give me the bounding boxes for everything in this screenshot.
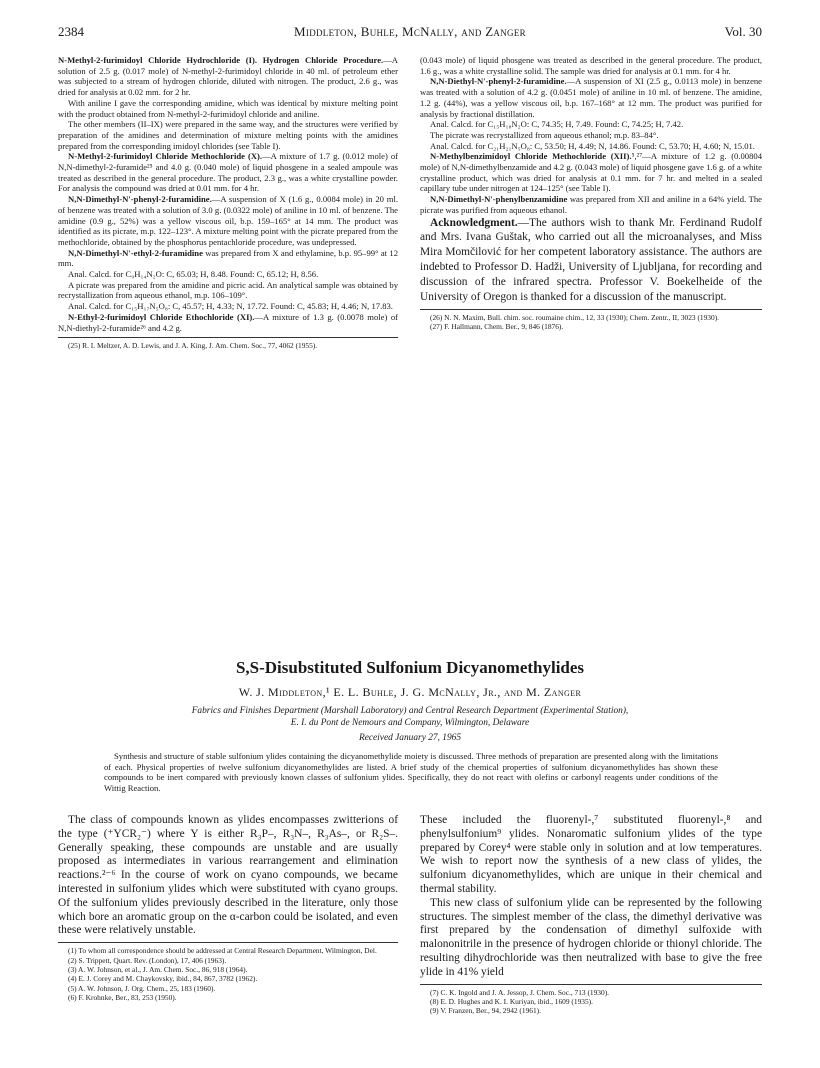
paragraph-text: —A suspension of XI (2.5 g., 0.0113 mole) in benzene was treated with a solution of 4.2 g. (0.0451 mole) of aniline in 10 ml. of benzene. The amidine, 1.2 g. (44%), was a yellow viscous oil, b.p. 167–168° at 12 mm. The product was purified for analysis by fractional distillation. [420, 76, 762, 119]
paragraph: These included the fluorenyl-,⁷ substituted fluorenyl-,⁸ and phenylsulfonium⁹ ylides. Nonaromatic sulfonium ylides of the type prepared by Corey⁴ were stable only in solution and at low temperatures. We wish to report now the synthesis of a new class of ylides, the sulfonium dicyanomethylides, which are unique in their chemical and thermal stability. [420, 814, 762, 895]
footnote: (3) A. W. Johnson, et al., J. Am. Chem. Soc., 86, 918 (1964). [68, 964, 248, 974]
acknowledgment-text: —The authors wish to thank Mr. Ferdinand Rudolf and Mrs. Ivana Guštak, who carried out all the microanalyses, and Miss Mira Momčilović for her competent laboratory assistance. The authors are indebted to Professor D. Hadži, University of Ljubljana, for recording and discussion of the infrared spectra. Professor V. Boekelheide of the University of Oregon is thanked for a discussion of the manuscript. [420, 216, 762, 304]
received-date: Received January 27, 1965 [358, 733, 462, 743]
body-right-column [420, 814, 762, 1016]
top-right-column [420, 55, 762, 332]
footnote: (27) F. Hallmann, Chem. Ber., 9, 846 (1876). [430, 322, 564, 332]
paragraph: The class of compounds known as ylides encompasses zwitterions of the type (⁺YCR₂⁻) where Y is either R₃P–, R₃N–, R₃As–, or R₂S–. Generally speaking, these compounds are unstable and are usually proposed as intermediates in various rearrangement and elimination reactions.²⁻⁶ In the course of work on cyano compounds, we became interested in sulfonium ylides which were substituted with cyano groups. Of the sulfonium ylides previously described in the literature, only those which bore an aromatic group on the α-carbon could be isolated, and even these were relatively unstable. [58, 814, 398, 937]
paragraph: This new class of sulfonium ylide can be represented by the following structures. The simplest member of the class, the dimethyl derivative was first prepared by the condensation of dimethyl sulfoxide with malononitrile in the presence of hydrogen chloride or thionyl chloride. The resulting dihydrochloride was then neutralized with base to give the free ylide in 41% yield [420, 896, 762, 978]
paragraph-text: —A solution of 2.5 g. (0.017 mole) of N-methyl-2-furimidoyl chloride in 40 ml. of petroleum ether was subjected to a stream of hydrogen chloride, diluted with nitrogen. The product, 2.6 g., was dried for analysis at 0.02 mm. for 2 hr. [58, 55, 398, 98]
body-left-column [58, 814, 398, 1003]
footnote-rule [420, 309, 762, 310]
paragraph [58, 55, 398, 98]
top-left-column [58, 55, 398, 351]
paragraph [420, 76, 762, 119]
analysis-line: Anal. Calcd. for C₉H₁₄N₂O: C, 65.03; H, 8.48. Found: C, 65.12; H, 8.56. [68, 269, 319, 280]
footnote: (26) N. N. Maxim, Bull. chim. soc. roumaine chim., 12, 33 (1930); Chem. Zentr., II, 3023 (1930). [430, 312, 720, 322]
footnote: (25) R. I. Meltzer, A. D. Lewis, and J. A. King, J. Am. Chem. Soc., 77, 4062 (1955). [68, 341, 318, 351]
article-title: S,S-Disubstituted Sulfonium Dicyanomethylides [235, 658, 585, 677]
footnote: (6) F. Krohnke, Ber., 83, 253 (1950). [68, 993, 177, 1003]
paragraph: (0.043 mole) of liquid phosgene was treated as described in the general procedure. The product, 1.6 g., was a white crystalline solid. The sample was dried for analysis at 0.1 mm. for 4 hr. [420, 55, 762, 76]
paragraph-text: ⁵,²⁷—A mixture of 1.2 g. (0.00804 mole) of N,N-dimethylbenzamide and 4.2 g. (0.043 mole) of liquid phosgene gave 1.6 g. of a white crystalline product, which was dried for analysis at 0.1 mm. for 7 hr. and melted in a sealed capillary tube under nitrogen at 124–125° (see Table I). [420, 151, 762, 194]
compound-heading: N,N-Dimethyl-N′-ethyl-2-furamidine [68, 247, 203, 258]
paragraph [420, 151, 762, 194]
analysis-line: Anal. Calcd. for C₂₁H₂₁N₅O₈: C, 53.50; H, 4.49; N, 14.86. Found: C, 53.70; H, 4.60; N, 15.01. [430, 140, 755, 151]
footnote: (5) A. W. Johnson, J. Org. Chem., 25, 183 (1960). [68, 983, 216, 993]
compound-heading: N-Methylbenzimidoyl Chloride Methochloride (XII). [430, 151, 632, 162]
paragraph [58, 194, 398, 248]
acknowledgment [420, 216, 762, 305]
paragraph: A picrate was prepared from the amidine and picric acid. An analytical sample was obtained by recrystallization from aqueous ethanol, m.p. 106–109°. [58, 279, 398, 301]
compound-heading: N-Methyl-2-furimidoyl Chloride Methochloride (X). [68, 151, 263, 162]
paragraph: The picrate was recrystallized from aqueous ethanol; m.p. 83–84°. [430, 129, 659, 140]
paragraph [58, 151, 398, 194]
compound-heading: N-Methyl-2-furimidoyl Chloride Hydrochloride (I). Hydrogen Chloride Procedure. [58, 55, 384, 65]
article-authors: W. J. Middleton,¹ E. L. Buhle, J. G. McNally, Jr., and M. Zanger [238, 685, 582, 699]
footnote: (2) S. Trippett, Quart. Rev. (London), 17, 406 (1963). [68, 955, 227, 965]
affiliation-line: Fabrics and Finishes Department (Marshall Laboratory) and Central Research Department (Experimental Station), [191, 706, 629, 716]
paragraph [58, 248, 398, 269]
analysis-line: Anal. Calcd. for C₁₅H₁₇N₅O₈: C, 45.57; H, 4.33; N, 17.72. Found: C, 45.83; H, 4.46; N, 17.83. [68, 301, 393, 312]
footnote-rule [58, 337, 398, 338]
paragraph-text: —A suspension of X (1.6 g., 0.0084 mole) in 20 ml. of benzene was treated with a solution of 3.0 g. (0.0322 mole) of aniline in 10 ml. of benzene. The amidine (0.9 g., 52%) was a yellow viscous oil, b.p. 159–165° at 14 mm. The product was identified as its picrate, m.p. 122–123°. A mixture melting point with the picrate prepared from the methochloride, obtained by the phosphorus pentachloride procedure, was undepressed. [58, 194, 398, 247]
acknowledgment-heading: Acknowledgment. [430, 216, 518, 229]
article-affiliation [58, 705, 762, 729]
footnote: (8) E. D. Hughes and K. I. Kuriyan, ibid., 1609 (1935). [430, 996, 593, 1006]
page-number: 2384 [58, 24, 84, 39]
footnote: (1) To whom all correspondence should be addressed at Central Research Department, Wilmington, Del. [68, 946, 377, 956]
paragraph [58, 312, 398, 333]
running-head: Middleton, Buhle, McNally, and Zanger [294, 24, 526, 39]
volume-label: Vol. 30 [724, 24, 762, 39]
paragraph [420, 194, 762, 215]
footnote-rule [420, 984, 762, 985]
paragraph-text: —A mixture of 1.7 g. (0.012 mole) of N,N-dimethyl-2-furamide²⁵ and 4.0 g. (0.040 mole) of liquid phosgene in a sealed ampoule was treated as described in the general procedure. The product, 2.3 g., was a white crystalline powder. For analysis the compound was dried at 0.01 mm. for 4 hr. [58, 151, 399, 194]
paragraph-text: was prepared from X and ethylamine, b.p. 95–99° at 12 mm. [58, 247, 398, 269]
compound-heading: N,N-Dimethyl-N′-phenyl-2-furamidine. [68, 194, 212, 205]
compound-heading: N,N-Diethyl-N′-phenyl-2-furamidine. [430, 76, 567, 87]
paragraph: With aniline I gave the corresponding amidine, which was identical by mixture melting point with the product obtained from N-methyl-2-furimidoyl chloride and aniline. [58, 97, 398, 119]
page-header [58, 24, 762, 42]
compound-heading: N,N-Dimethyl-N′-phenylbenzamidine [430, 194, 568, 205]
abstract: Synthesis and structure of stable sulfonium ylides containing the dicyanomethylide moiety is discussed. Three methods of preparation are presented along with the limitations of each. Physical properties of twelve sulfonium dicyanomethylides are listed. A brief study of the chemical properties of sulfonium dicyanomethylides has shown these compounds to be inert compared with previously known classes of sulfonium ylides. Specifically, they do not react with olefins or carbonyl reagents under conditions of the Wittig Reaction. [104, 751, 718, 794]
footnote: (4) E. J. Corey and M. Chaykovsky, ibid., 84, 867, 3782 (1962). [68, 974, 258, 984]
paragraph-text: was prepared from XII and aniline in a 64% yield. The picrate was purified from aqueous ethanol. [420, 194, 762, 215]
affiliation-line: E. I. du Pont de Nemours and Company, Wilmington, Delaware [290, 718, 530, 728]
footnote-rule [58, 942, 398, 943]
analysis-line: Anal. Calcd. for C₁₅H₁₈N₂O: C, 74.35; H, 7.49. Found: C, 74.25; H, 7.42. [430, 119, 684, 130]
paragraph-text: —A mixture of 1.3 g. (0.0078 mole) of N,N-diethyl-2-furamide²⁶ and 4.2 g. [58, 311, 398, 333]
compound-heading: N-Ethyl-2-furimidoyl Chloride Ethochloride (XI). [68, 311, 255, 322]
footnote: (9) V. Franzen, Ber., 94, 2942 (1961). [430, 1006, 541, 1016]
footnote: (7) C. K. Ingold and J. A. Jessop, J. Chem. Soc., 713 (1930). [430, 987, 610, 997]
paragraph: The other members (II–IX) were prepared in the same way, and the structures were verified by preparation of the amidines and determination of mixture melting points with the amidines prepared from the corresponding imidoyl chlorides (see Table I). [58, 119, 398, 151]
